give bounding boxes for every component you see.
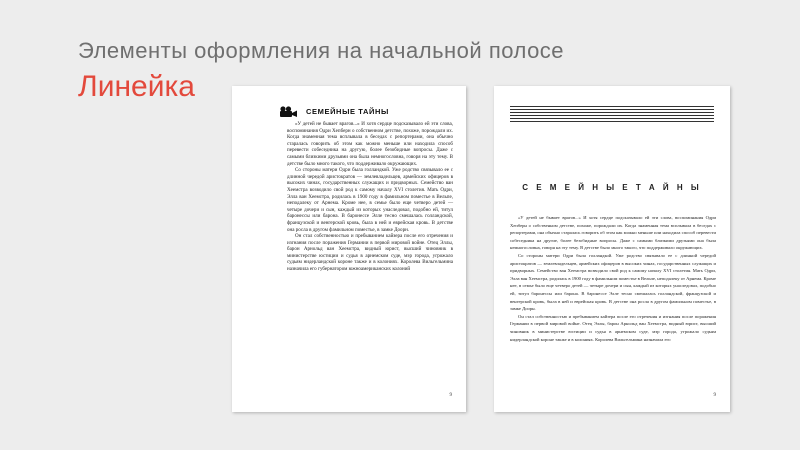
rule-line <box>510 118 714 119</box>
rule-line <box>510 115 714 116</box>
right-page-number: 9 <box>713 393 716 398</box>
right-paragraph: Со стороны матери Одри была голландкой. Уже родство связывало ее с длинной чередой аристократов — землевладельцев, армейских офицеров в высоких чинах, государственных служащих и придворных. Семейство ван Хеемстра возводило свой род к самому началу XVI столетия. Мать Одри, Элла ван Хеемстра, родилась в 1900 году в фамильном поместье в Вельпе, неподалеку от Арнема. Кроме нее, в семье было еще четверо детей — четыре дочери и сын, каждый из которых унаследовал, подобно ей, титул баронессы или барона. В баронессе Элле тесно смешалась голландской, французской и венгерской кровь, была в ней и еврейская кровь. В детстве она росла в другом фамильном поместье, в замке Доорн. <box>510 252 716 312</box>
rule-line <box>510 106 714 107</box>
right-paragraph: «У детей не бывает врагов...» И хотя сердце подсказывало ей эти слова, воспоминания Одри Хепберн о собственном детстве, похоже, порождали их. Когда знаменная тема всплывала в беседах с репортерами, она обычно старалась говорить об этом как можно меньше или находила способ перевести собеседника на другие, более безобидные вопросы. Даже с самыми близкими друзьями она была немногословна, говоря на эту тему. В детстве было много такого, что поддерживало окружающих. <box>510 215 716 251</box>
left-page-body <box>287 121 453 273</box>
left-page-header <box>282 106 452 120</box>
rule-line <box>510 112 714 113</box>
left-paragraph: Он стал собственностью и пребыванием кайзера после его отречения и изгнания после поражения Германии в первой мировой войне. Отец Эллы, барон Арнольд ван Хеемстра, видный юрист, высший чиновник в министерстве юстиции и судья в арнемском суде, мэр города, угрожало судьям нидерландской короне также и в колониях. Королева Вильгельмина назначила его губернатором южноамериканских колоний <box>287 233 453 273</box>
left-paragraph: Со стороны матери Одри была голландкой. Уже родство связывало ее с длинной чередой аристократов — землевладельцев, армейских офицеров в высоких чинах, государственных служащих и придворных. Семейство ван Хеемстра возводило свой род к самому началу XVI столетия. Мать Одри, Элла ван Хеемстра, родилась в 1900 году в фамильном поместье в Вельпе, неподалеку от Арнема. Кроме нее, в семье было еще четверо детей — четыре дочери и сын, каждый из которых унаследовал, подобно ей, титул баронессы или барона. В баронессе Элле тесно смешалась голландской, французской и венгерской кровь, была в ней и еврейская кровь. В детстве она росла в другом фамильном поместье, в замке Доорн. <box>287 167 453 233</box>
horizontal-rules <box>510 106 714 124</box>
right-paragraph: Он стал собственностью и пребыванием кайзера после его отречения и изгнания после поражения Германии в первой мировой войне. Отец Эллы, барон Арнольд ван Хеемстра, видный юрист, высший чиновник в министерстве юстиции и судья в арнемском суде, мэр города, угрожало судьям нидерландской короне также и в колониях. Королева Вильгельмина назначила его <box>510 313 716 342</box>
left-page <box>232 86 466 412</box>
slide-subtitle: Линейка <box>78 70 195 103</box>
right-page <box>494 86 730 412</box>
rule-line <box>510 121 714 122</box>
left-page-number: 9 <box>449 393 452 398</box>
left-paragraph: «У детей не бывает врагов...» И хотя сердце подсказывало ей эти слова, воспоминания Одри Хепберн о собственном детстве, похоже, порождали их. Когда знаменная тема всплывала в беседах с репортерами, она обычно старалась говорить об этом как можно меньше или находила способ перевести собеседника на другую, более безобидные вопросы. Даже с самыми близкими друзьями она была немногословна, говоря на эту тему. В детстве было много такого, что поддерживало окружающих. <box>287 121 453 167</box>
slide-title: Элементы оформления на начальной полосе <box>78 38 565 63</box>
rule-line <box>510 109 714 110</box>
right-page-heading: С Е М Е Й Н Ы Е Т А Й Н Ы <box>522 183 702 192</box>
left-page-heading: СЕМЕЙНЫЕ ТАЙНЫ <box>306 107 389 116</box>
right-page-body <box>510 214 716 343</box>
movie-camera-icon <box>278 106 300 118</box>
